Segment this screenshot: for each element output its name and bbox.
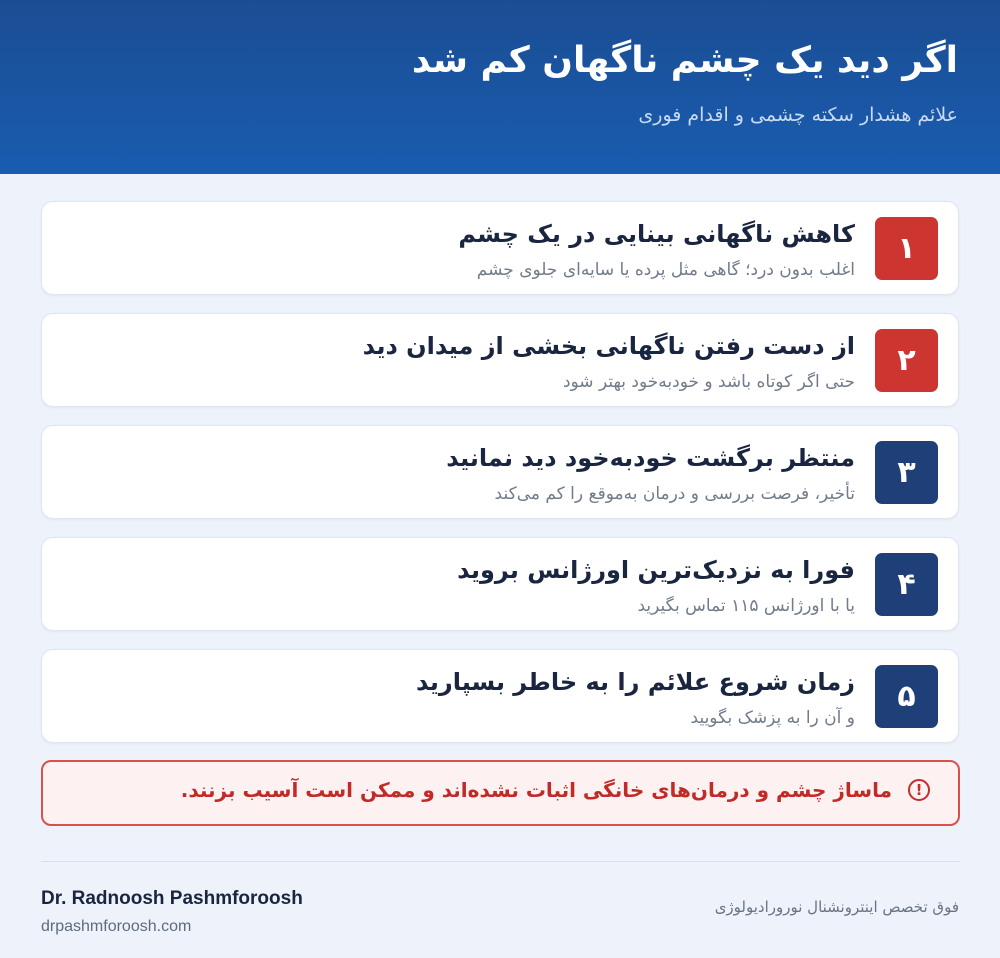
step-description: یا با اورژانس ۱۱۵ تماس بگیرید [637, 596, 855, 616]
page-subtitle: علائم هشدار سکته چشمی و اقدام فوری [638, 104, 958, 126]
step-card-5 [41, 649, 959, 743]
step-number-badge: ۱ [875, 217, 938, 280]
step-title: کاهش ناگهانی بینایی در یک چشم [458, 220, 855, 248]
step-description: حتی اگر کوتاه باشد و خودبه‌خود بهتر شود [562, 372, 855, 392]
author-role: فوق تخصص اینترونشنال نورورادیولوژی [714, 898, 959, 916]
step-card-3 [41, 425, 959, 519]
step-title: زمان شروع علائم را به خاطر بسپارید [416, 668, 855, 696]
step-number-badge: ۳ [875, 441, 938, 504]
step-description: اغلب بدون درد؛ گاهی مثل پرده یا سایه‌ای جلوی چشم [476, 260, 855, 280]
step-title: فورا به نزدیک‌ترین اورژانس بروید [457, 556, 855, 584]
header-banner [0, 0, 1000, 174]
warning-text: ماساژ چشم و درمان‌های خانگی اثبات نشده‌اند و ممکن است آسیب بزنند. [180, 778, 892, 802]
warning-box [41, 760, 960, 826]
page-title: اگر دید یک چشم ناگهان کم شد [411, 40, 958, 81]
step-number-badge: ۲ [875, 329, 938, 392]
step-number-badge: ۴ [875, 553, 938, 616]
step-card-1 [41, 201, 959, 295]
step-card-2 [41, 313, 959, 407]
step-number-badge: ۵ [875, 665, 938, 728]
website-link[interactable]: drpashmforoosh.com [41, 918, 192, 935]
author-name: Dr. Radnoosh Pashmforoosh [41, 888, 303, 909]
step-card-4 [41, 537, 959, 631]
footer-divider [41, 861, 960, 862]
step-description: تأخیر، فرصت بررسی و درمان به‌موقع را کم می‌کند [494, 484, 855, 504]
exclamation-circle-icon: ! [908, 779, 930, 801]
step-title: از دست رفتن ناگهانی بخشی از میدان دید [362, 332, 855, 360]
step-description: و آن را به پزشک بگویید [690, 708, 855, 728]
step-title: منتظر برگشت خودبه‌خود دید نمانید [446, 444, 855, 472]
